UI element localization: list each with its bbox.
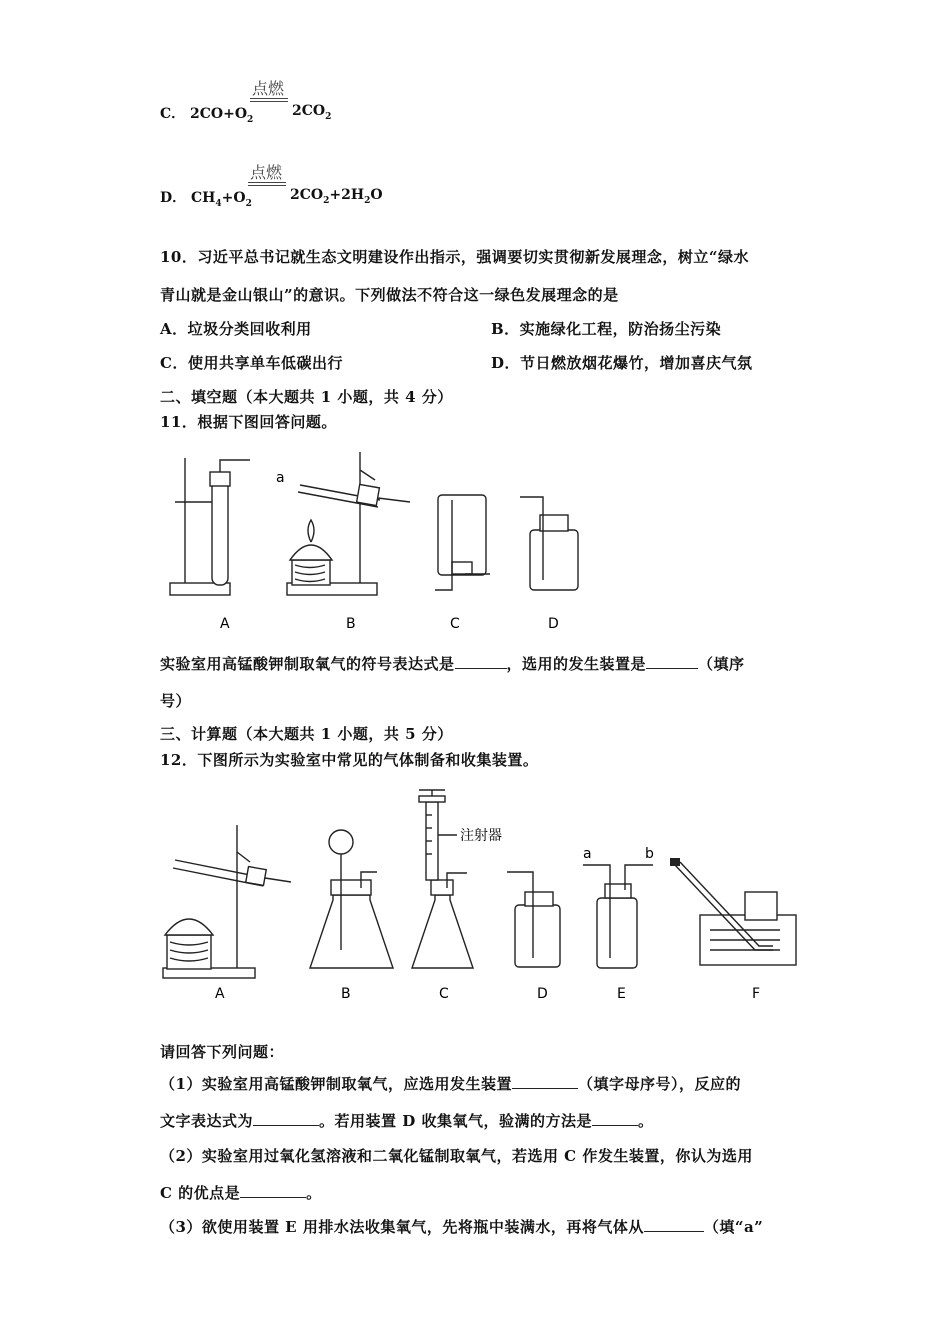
q12-label-B: B [341, 986, 351, 1002]
q10-option-a: A．垃圾分类回收利用 [160, 320, 312, 338]
q12-label-F: F [752, 986, 761, 1002]
q12-part1-line1: （1）实验室用高锰酸钾制取氧气，应选用发生装置 （填字母序号），反应的 [160, 1075, 741, 1093]
section-heading-2: 二、填空题（本大题共 1 小题，共 4 分） [160, 388, 453, 406]
q12-prompt: 请回答下列问题： [160, 1043, 285, 1061]
reaction-condition-c: 点燃 [252, 79, 285, 98]
q11-text: 实验室用高锰酸钾制取氧气的符号表达式是 ，选用的发生装置是 （填序 [160, 655, 745, 673]
syringe-label: 注射器 [460, 828, 502, 844]
q12-label-E: E [617, 986, 626, 1002]
section-heading-3: 三、计算题（本大题共 1 小题，共 5 分） [160, 725, 453, 743]
q12-apparatus-f [670, 858, 796, 965]
q11-label-A: A [220, 616, 230, 632]
q12-blank-1[interactable] [512, 1074, 578, 1089]
q12-apparatus-figure [155, 780, 815, 1010]
q11-apparatus-b [287, 452, 410, 595]
option-c-product: $2CO_2$ [292, 103, 332, 122]
q11-apparatus-d [520, 497, 578, 590]
q12-label-C: C [439, 986, 449, 1002]
q10-option-d: D．节日燃放烟花爆竹，增加喜庆气氛 [491, 354, 753, 372]
q12-stem: 12．下图所示为实验室中常见的气体制备和收集装置。 [160, 751, 539, 769]
q12-apparatus-d [507, 872, 560, 967]
q12-blank-3[interactable] [592, 1111, 638, 1126]
q11-blank-2[interactable] [646, 654, 698, 669]
q10-line2: 青山就是金山银山”的意识。下列做法不符合这一绿色发展理念的是 [160, 286, 619, 304]
q11-label-C: C [450, 616, 460, 632]
q12-apparatus-e [583, 865, 653, 968]
q12-blank-2[interactable] [253, 1111, 319, 1126]
option-d: D． $CH_4+O_2$ [160, 190, 252, 209]
option-d-products: $2CO_2+2H_2O$ [290, 187, 383, 206]
q12-apparatus-a [163, 825, 291, 978]
q10-option-c: C．使用共享单车低碳出行 [160, 354, 343, 372]
q11-label-B: B [346, 616, 356, 632]
q11-apparatus-c [435, 495, 490, 590]
q11-blank-1[interactable] [455, 654, 507, 669]
q12-apparatus-b [310, 830, 393, 968]
q10-line1: 10．习近平总书记就生态文明建设作出指示，强调要切实贯彻新发展理念，树立“绿水 [160, 248, 750, 266]
q11-apparatus-figure [160, 440, 620, 640]
q11-text-cont: 号） [160, 692, 192, 710]
q11-apparatus-a [170, 458, 250, 595]
option-c: C． $2CO+O_2$ [160, 106, 254, 125]
q11-label-D: D [548, 616, 559, 632]
q12-part3-line1: （3）欲使用装置 E 用排水法收集氧气，先将瓶中装满水，再将气体从 （填“a” [160, 1218, 764, 1236]
q11-label-a: a [276, 470, 285, 486]
q12-part1-line2: 文字表达式为 。若用装置 D 收集氧气，验满的方法是 。 [160, 1112, 654, 1130]
q12-part2-line2: C 的优点是 。 [160, 1184, 322, 1202]
reaction-condition-d: 点燃 [250, 163, 283, 182]
q12-blank-4[interactable] [240, 1183, 306, 1198]
port-a-label: a [583, 846, 592, 862]
port-b-label: b [645, 846, 654, 862]
q12-label-D: D [537, 986, 548, 1002]
q12-blank-5[interactable] [644, 1217, 704, 1232]
q11-stem: 11．根据下图回答问题。 [160, 413, 337, 431]
q12-apparatus-c [412, 790, 473, 968]
q10-option-b: B．实施绿化工程，防治扬尘污染 [491, 320, 722, 338]
q12-label-A: A [215, 986, 225, 1002]
q12-part2-line1: （2）实验室用过氧化氢溶液和二氧化锰制取氧气，若选用 C 作发生装置，你认为选用 [160, 1147, 753, 1165]
